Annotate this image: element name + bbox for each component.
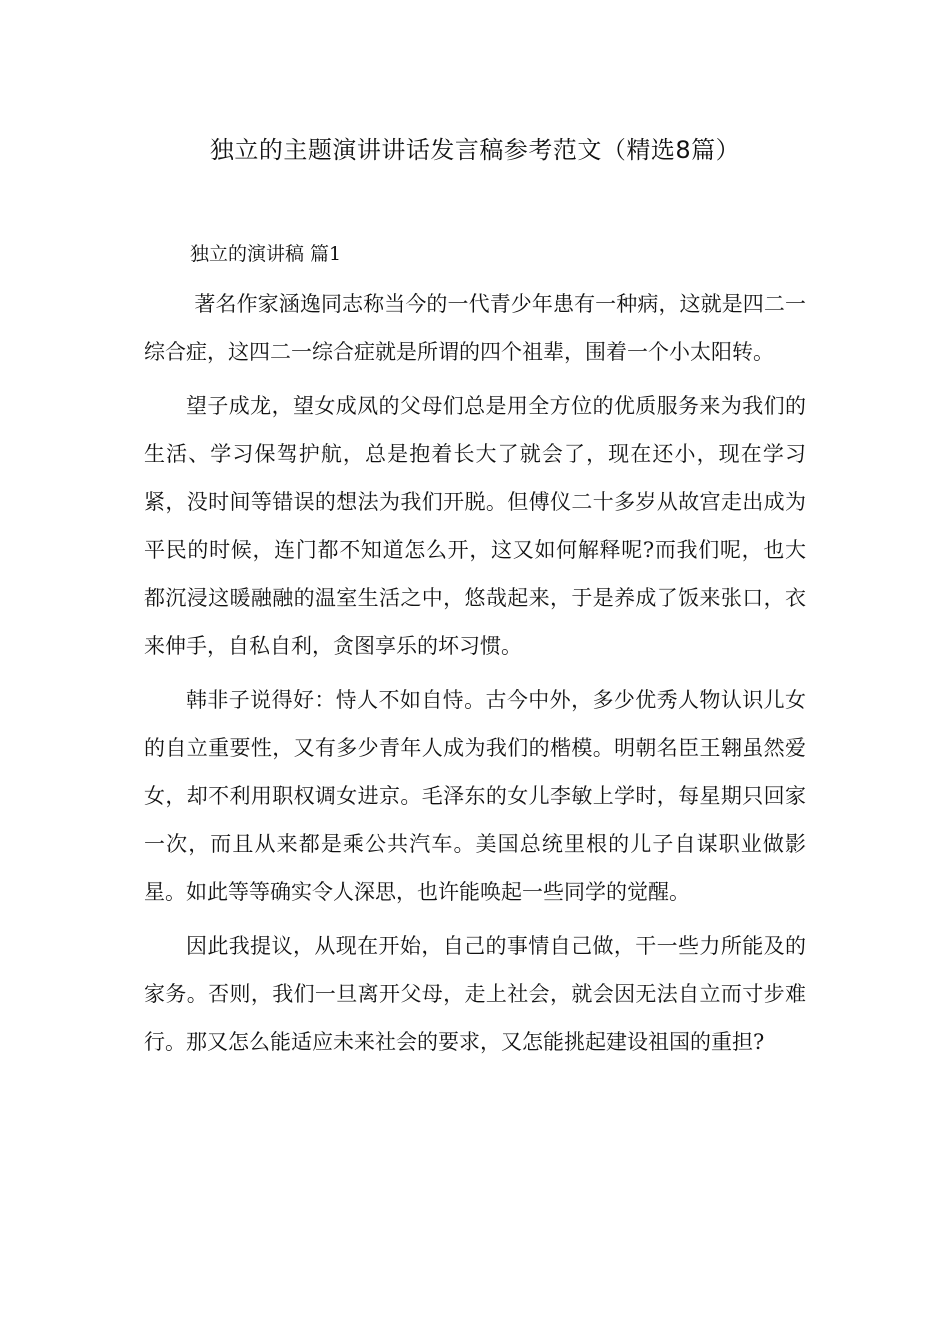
- paragraph: 韩非子说得好：恃人不如自恃。古今中外，多少优秀人物认识儿女的自立重要性，又有多少青年人成为我们的楷模。明朝名臣王翱虽然爱女，却不利用职权调女进京。毛泽东的女儿李敏上学时，每星期只回家一次，而且从来都是乘公共汽车。美国总统里根的儿子自谋职业做影星。如此等等确实令人深思，也许能唤起一些同学的觉醒。: [144, 688, 806, 904]
- document-title: 独立的主题演讲讲话发言稿参考范文（精选8篇）: [209, 136, 741, 164]
- paragraph: 著名作家涵逸同志称当今的一代青少年患有一种病，这就是四二一综合症，这四二一综合症就是所谓的四个祖辈，围着一个小太阳转。: [144, 292, 806, 364]
- section-heading: 独立的演讲稿 篇1: [190, 243, 342, 265]
- paragraph: 望子成龙，望女成凤的父母们总是用全方位的优质服务来为我们的生活、学习保驾护航，总是抱着长大了就会了，现在还小，现在学习紧，没时间等错误的想法为我们开脱。但傅仪二十多岁从故宫走出成为平民的时候，连门都不知道怎么开，这又如何解释呢?而我们呢，也大都沉浸这暖融融的温室生活之中，悠哉起来，于是养成了饭来张口，衣来伸手，自私自利，贪图享乐的坏习惯。: [144, 394, 806, 658]
- paragraph: 因此我提议，从现在开始，自己的事情自己做，干一些力所能及的家务。否则，我们一旦离开父母，走上社会，就会因无法自立而寸步难行。那又怎么能适应未来社会的要求，又怎能挑起建设祖国的重担?: [144, 934, 806, 1054]
- document-body: [144, 280, 806, 1072]
